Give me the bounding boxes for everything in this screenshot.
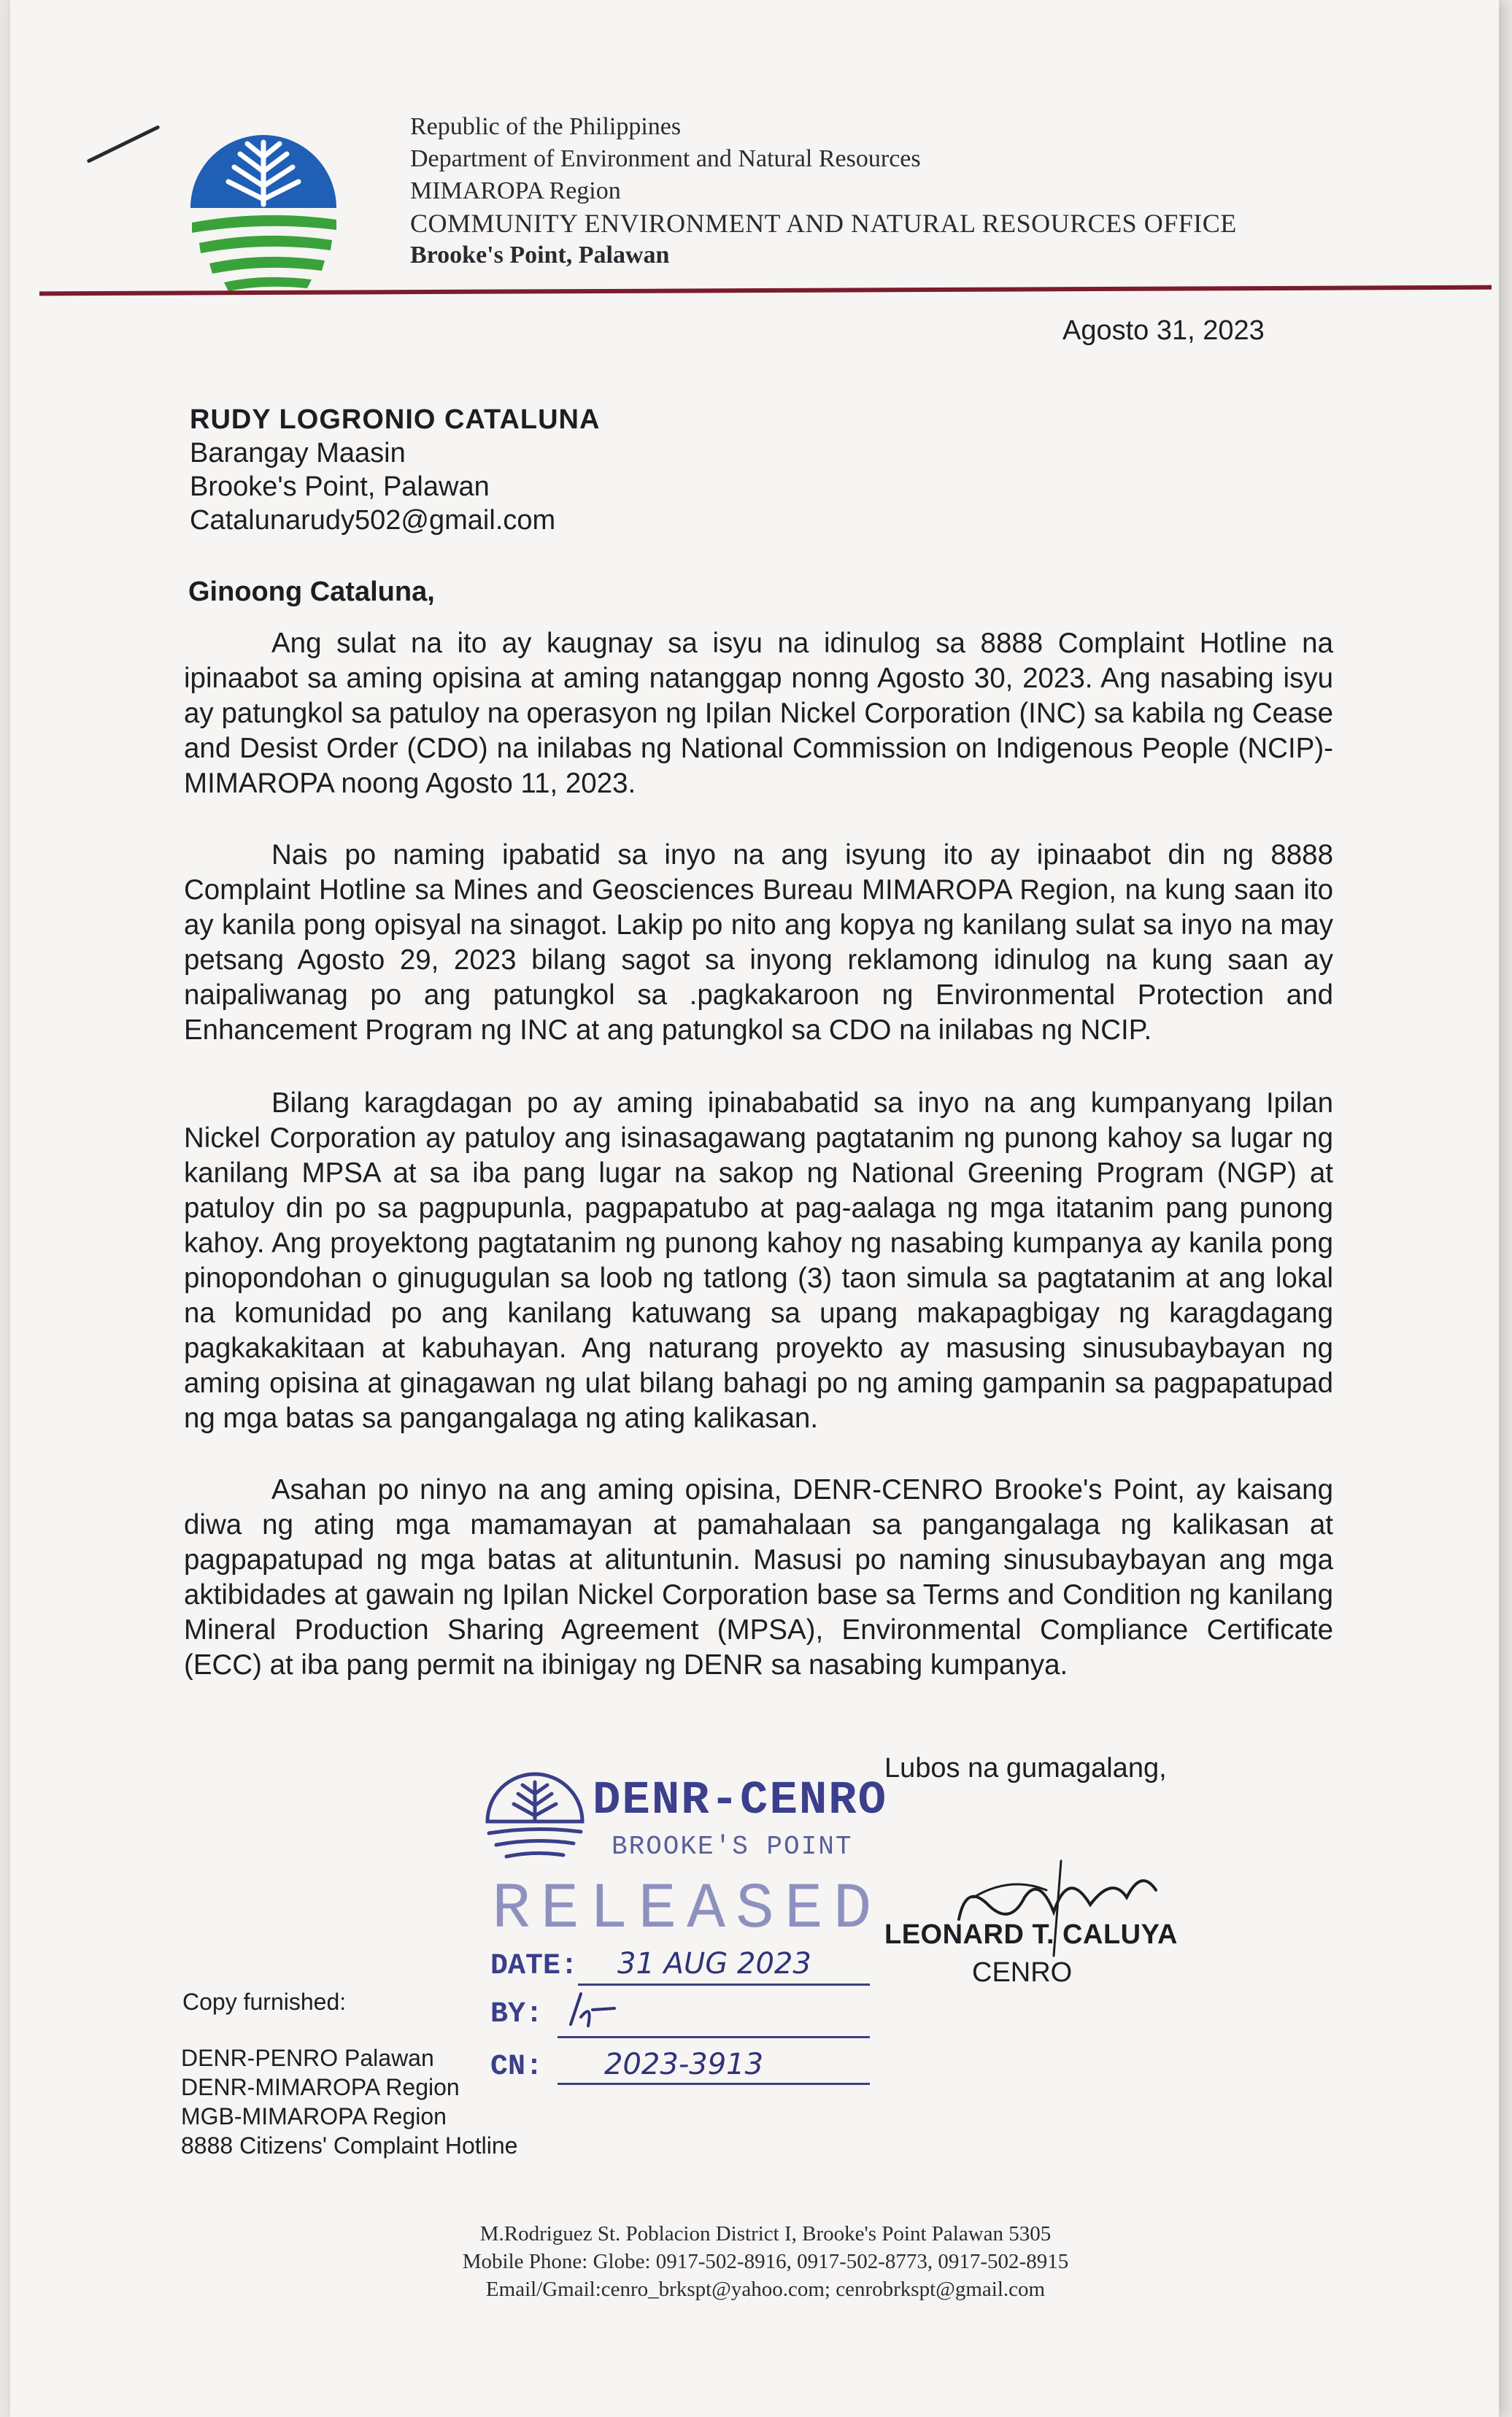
letterhead-region: MIMAROPA Region (410, 177, 621, 204)
letterhead-location: Brooke's Point, Palawan (410, 242, 670, 269)
salutation: Ginoong Cataluna, (188, 577, 435, 607)
stamp-date-value: 31 AUG 2023 (617, 1947, 811, 1981)
stamp-date-label: DATE: (490, 1950, 579, 1983)
stamp-by-underline (558, 2036, 870, 2038)
recipient-town: Brooke's Point, Palawan (190, 471, 490, 502)
stamp-cn-label: CN: (490, 2051, 544, 2083)
footer-phones: Mobile Phone: Globe: 0917-502-8916, 0917-502-8773, 0917-502-8915 (462, 2250, 1069, 2273)
letterhead-department: Department of Environment and Natural Resources (410, 145, 921, 172)
stamp-title: DENR-CENRO (593, 1775, 888, 1827)
body-paragraph-4: Asahan po ninyo na ang aming opisina, DENR-CENRO Brooke's Point, ay kaisang diwa ng ating mga mamamayan at pamahalaan sa pangangalaga ng kalikasan at pagpapatupad ng mga batas at alituntunin. Masusi po naming sinusubaybayan ang mga aktibidades at gawain ng Ipilan Nickel Corporation base sa Terms and Condition ng kanilang Mineral Production Sharing Agreement (MPSA), Environmental Compliance Certificate (ECC) at iba pang permit na ibinigay ng DENR sa nasabing kumpanya. (184, 1474, 1333, 1681)
copy-recipient: DENR-MIMAROPA Region (181, 2074, 460, 2100)
signatory-name: LEONARD T. CALUYA (884, 1919, 1178, 1950)
letterhead-office: COMMUNITY ENVIRONMENT AND NATURAL RESOURCES OFFICE (410, 209, 1237, 238)
copy-furnished-label: Copy furnished: (182, 1989, 347, 2015)
body-paragraph-2: Nais po naming ipabatid sa inyo na ang isyung ito ay ipinaabot din ng 8888 Complaint Hotline sa Mines and Geosciences Bureau MIMAROPA Region, na kung saan ito ay kanila pong opisyal na sinagot. Lakip po nito ang kopya ng kanilang sulat sa inyo na may petsang Agosto 29, 2023 bilang sagot sa inyong reklamong idinulog na kung saan ay naipaliwanag po ang patungkol sa .pagkakaroon ng Environmental Protection and Enhancement Program ng INC at ang patungkol sa CDO na inilabas ng NCIP. (184, 839, 1333, 1046)
letter-date: Agosto 31, 2023 (1062, 315, 1265, 346)
stamp-cn-underline (558, 2083, 870, 2085)
recipient-name: RUDY LOGRONIO CATALUNA (190, 404, 601, 435)
stamp-cn-value: 2023-3913 (604, 2048, 764, 2081)
stamp-status: RELEASED (492, 1874, 882, 1946)
letterhead (410, 111, 1237, 271)
copy-furnished-list (181, 2043, 517, 2160)
body-paragraph-3: Bilang karagdagan po ay aming ipinababatid sa inyo na ang kumpanyang Ipilan Nickel Corporation ay patuloy ang isinasagawang pagtatanim ng punong kahoy sa lugar ng kanilang MPSA at sa iba pang lugar na sakop ng National Greening Program (NGP) at patuloy din po sa pagpupunla, pagpapatubo at pag-aalaga ng mga itatanim pang punong kahoy. Ang proyektong pagtatanim ng punong kahoy ng nasabing kumpanya ay kanila pong pinopondohan o ginugugulan sa loob ng tatlong (3) taon simula sa pagtatanim at ang lokal na komunidad po ang kanilang katuwang sa upang makapagbigay ng karagdagang pagkakakitaan at kabuhayan. Ang naturang proyekto ay masusing sinusubaybayan ng aming opisina at ginagawan ng ulat bilang bahagi po ng aming gampanin sa pagpapatupad ng mga batas sa pangangalaga ng ating kalikasan. (184, 1087, 1333, 1434)
stamp-date-row (490, 1947, 811, 1983)
stamp-initials (563, 1988, 622, 2032)
letter-page (10, 0, 1499, 2417)
stamp-cn-row (490, 2048, 763, 2083)
pen-mark (86, 125, 160, 163)
stamp-by-row (490, 1998, 543, 2031)
stamp-logo-icon (480, 1765, 590, 1874)
stamp-subtitle: BROOKE'S POINT (612, 1832, 853, 1862)
denr-logo (182, 113, 346, 307)
letterhead-republic: Republic of the Philippines (410, 113, 682, 140)
letter-footer (390, 2220, 1141, 2303)
footer-address: M.Rodriguez St. Poblacion District I, Brooke's Point Palawan 5305 (479, 2222, 1052, 2246)
body-paragraph-1: Ang sulat na ito ay kaugnay sa isyu na idinulog sa 8888 Complaint Hotline na ipinaabot sa aming opisina at aming natanggap nonng Agosto 30, 2023. Ang nasabing isyu ay patungkol sa patuloy na operasyon ng Ipilan Nickel Corporation (INC) sa kabila ng Cease and Desist Order (CDO) na inilabas ng National Commission on Indigenous People (NCIP)-MIMAROPA noong Agosto 11, 2023. (184, 628, 1333, 799)
released-stamp (477, 1765, 888, 2086)
copy-recipient: DENR-PENRO Palawan (181, 2045, 434, 2071)
closing-phrase: Lubos na gumagalang, (884, 1753, 1167, 1784)
recipient-block (190, 403, 600, 537)
signatory-title: CENRO (972, 1957, 1073, 1988)
stamp-date-underline (578, 1984, 870, 1986)
copy-recipient: 8888 Citizens' Complaint Hotline (181, 2132, 518, 2159)
stamp-by-label: BY: (490, 1998, 544, 2031)
recipient-email: Catalunarudy502@gmail.com (190, 505, 556, 536)
footer-emails: Email/Gmail:cenro_brkspt@yahoo.com; cenrobrkspt@gmail.com (485, 2278, 1046, 2301)
copy-recipient: MGB-MIMAROPA Region (181, 2103, 447, 2129)
recipient-barangay: Barangay Maasin (190, 438, 406, 469)
